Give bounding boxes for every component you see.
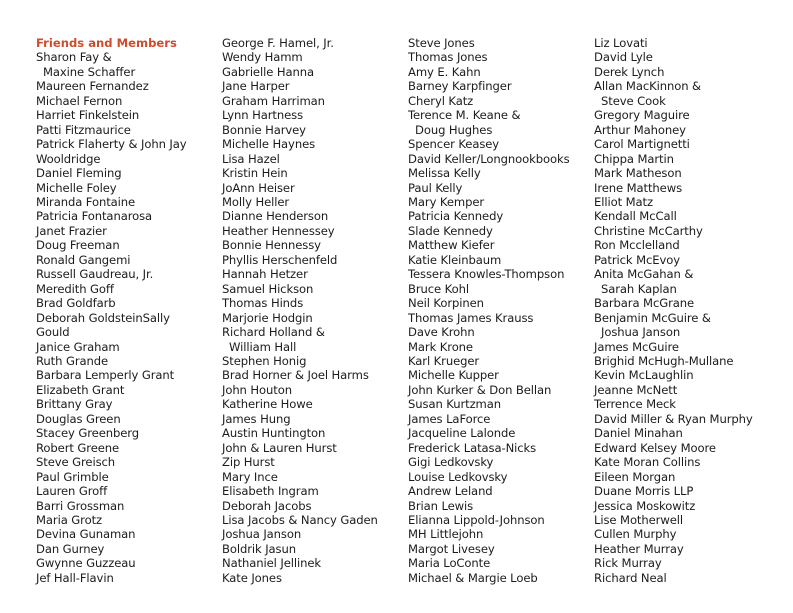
name-entry: Kristin Hein: [222, 166, 288, 181]
name-entry: Daniel Minahan: [594, 426, 683, 441]
name-entry: Tessera Knowles-Thompson: [408, 267, 565, 282]
name-entry: Christine McCarthy: [594, 223, 703, 238]
name-entry: Mark Krone: [408, 339, 473, 354]
name-entry: Elizabeth Grant: [36, 382, 125, 397]
name-entry: Barney Karpfinger: [408, 79, 512, 94]
name-entry: Michelle Foley: [36, 180, 117, 195]
name-entry: JoAnn Heiser: [222, 180, 295, 195]
section-heading: Friends and Members: [36, 36, 177, 50]
name-entry: Austin Huntington: [222, 426, 326, 441]
name-entry: Ronald Gangemi: [36, 252, 131, 267]
name-entry: Kendall McCall: [594, 209, 677, 224]
name-entry: Graham Harriman: [222, 93, 325, 108]
name-entry: Kevin McLaughlin: [594, 368, 694, 383]
name-entry: Patrick Flaherty & John Jay: [36, 137, 187, 152]
name-entry: Louise Ledkovsky: [408, 469, 508, 484]
name-entry: Deborah GoldsteinSally: [36, 310, 170, 325]
name-entry: Doug Freeman: [36, 238, 120, 253]
name-entry: Susan Kurtzman: [408, 397, 502, 412]
name-entry: Michael & Margie Loeb: [408, 570, 538, 585]
name-entry: Terence M. Keane &: [408, 108, 521, 123]
name-entry: Amy E. Kahn: [408, 64, 481, 79]
name-entry: Barbara McGrane: [594, 296, 695, 311]
name-entry: Richard Holland &: [222, 325, 325, 340]
name-entry: Gigi Ledkovsky: [408, 455, 494, 470]
name-entry: Margot Livesey: [408, 541, 495, 556]
name-entry: Lise Motherwell: [594, 512, 683, 527]
name-entry: Carol Martignetti: [594, 137, 690, 152]
name-entry: Jacqueline Lalonde: [408, 426, 516, 441]
name-entry: Bruce Kohl: [408, 281, 469, 296]
name-continuation: Steve Cook: [601, 93, 666, 108]
name-entry: Andrew Leland: [408, 484, 493, 499]
name-entry: Robert Greene: [36, 440, 120, 455]
name-entry: Patricia Fontanarosa: [36, 209, 153, 224]
name-entry: Benjamin McGuire &: [594, 310, 711, 325]
name-entry: Brighid McHugh-Mullane: [594, 353, 734, 368]
name-entry: Neil Korpinen: [408, 296, 484, 311]
name-entry: Stephen Honig: [222, 353, 307, 368]
name-entry: Paul Grimble: [36, 469, 109, 484]
name-entry: Liz Lovati: [594, 36, 648, 50]
name-entry: Lynn Hartness: [222, 108, 304, 123]
name-entry: Brad Goldfarb: [36, 296, 116, 311]
name-entry: David Keller/Longnookbooks: [408, 151, 570, 166]
name-entry: Spencer Keasey: [408, 137, 500, 152]
name-entry: Dan Gurney: [36, 541, 105, 556]
name-entry: MH Littlejohn: [408, 527, 484, 542]
name-entry: Janice Graham: [36, 339, 120, 354]
name-entry: David Miller & Ryan Murphy: [594, 411, 753, 426]
name-continuation: William Hall: [229, 339, 297, 354]
name-entry: Joshua Janson: [222, 527, 302, 542]
name-entry: Devina Gunaman: [36, 527, 136, 542]
name-entry: Cheryl Katz: [408, 93, 474, 108]
name-entry: Brad Horner & Joel Harms: [222, 368, 369, 383]
name-entry: James McGuire: [594, 339, 679, 354]
name-entry: Katherine Howe: [222, 397, 313, 412]
name-entry: Steve Greisch: [36, 455, 116, 470]
name-entry: Harriet Finkelstein: [36, 108, 140, 123]
name-entry: Samuel Hickson: [222, 281, 314, 296]
name-entry: Zip Hurst: [222, 455, 275, 470]
name-entry: Gregory Maguire: [594, 108, 690, 123]
name-entry: Michael Fernon: [36, 93, 123, 108]
name-entry: Barbara Lemperly Grant: [36, 368, 175, 383]
name-entry: Eileen Morgan: [594, 469, 676, 484]
name-entry: Elisabeth Ingram: [222, 484, 319, 499]
name-entry: Miranda Fontaine: [36, 194, 136, 209]
name-entry: Jeanne McNett: [594, 382, 678, 397]
name-entry: Lauren Groff: [36, 484, 108, 499]
name-continuation: Joshua Janson: [601, 325, 681, 340]
name-entry: Thomas James Krauss: [408, 310, 534, 325]
name-entry: Patrick McEvoy: [594, 252, 681, 267]
name-entry: Derek Lynch: [594, 64, 665, 79]
name-entry: Meredith Goff: [36, 281, 114, 296]
name-entry: Brittany Gray: [36, 397, 113, 412]
name-entry: Molly Heller: [222, 194, 290, 209]
name-entry: Katie Kleinbaum: [408, 252, 502, 267]
name-entry: Thomas Jones: [408, 50, 488, 65]
column-3: [408, 36, 594, 585]
name-entry: Ruth Grande: [36, 353, 109, 368]
name-entry: Phyllis Herschenfeld: [222, 252, 338, 267]
name-entry: Maria LoConte: [408, 556, 491, 571]
name-entry: Daniel Fleming: [36, 166, 122, 181]
name-entry: Stacey Greenberg: [36, 426, 139, 441]
name-entry: Duane Morris LLP: [594, 484, 694, 499]
name-entry: James Hung: [222, 411, 291, 426]
name-entry: Allan MacKinnon &: [594, 79, 701, 94]
name-entry: Anita McGahan &: [594, 267, 694, 282]
name-entry: Heather Murray: [594, 541, 684, 556]
name-entry: Thomas Hinds: [222, 296, 304, 311]
name-entry: Boldrik Jasun: [222, 541, 296, 556]
name-entry: George F. Hamel, Jr.: [222, 36, 334, 50]
name-entry: Marjorie Hodgin: [222, 310, 313, 325]
name-entry: Russell Gaudreau, Jr.: [36, 267, 154, 282]
name-entry: Brian Lewis: [408, 498, 474, 513]
name-entry: James LaForce: [408, 411, 491, 426]
column-2: [222, 36, 408, 585]
name-entry: Deborah Jacobs: [222, 498, 312, 513]
name-entry: Lisa Jacobs & Nancy Gaden: [222, 512, 378, 527]
name-entry: Michelle Haynes: [222, 137, 316, 152]
name-entry: Bonnie Harvey: [222, 122, 306, 137]
name-entry: Barri Grossman: [36, 498, 125, 513]
name-entry: Wooldridge: [36, 151, 101, 166]
name-entry: Michelle Kupper: [408, 368, 499, 383]
name-entry: John Kurker & Don Bellan: [408, 382, 552, 397]
name-continuation: Doug Hughes: [415, 122, 493, 137]
name-entry: Mark Matheson: [594, 166, 682, 181]
name-entry: Rick Murray: [594, 556, 662, 571]
name-entry: Mary Kemper: [408, 194, 485, 209]
name-entry: John Houton: [222, 382, 292, 397]
name-entry: Matthew Kiefer: [408, 238, 495, 253]
name-entry: Elliot Matz: [594, 194, 653, 209]
name-entry: Patti Fitzmaurice: [36, 122, 131, 137]
name-entry: Jane Harper: [222, 79, 290, 94]
name-entry: Kate Moran Collins: [594, 455, 701, 470]
name-entry: Mary Ince: [222, 469, 278, 484]
name-entry: Slade Kennedy: [408, 223, 493, 238]
name-entry: Heather Hennessey: [222, 223, 335, 238]
name-entry: Richard Neal: [594, 570, 667, 585]
name-entry: Maureen Fernandez: [36, 79, 149, 94]
name-entry: Janet Frazier: [36, 223, 107, 238]
name-entry: Cullen Murphy: [594, 527, 677, 542]
name-entry: Chippa Martin: [594, 151, 674, 166]
name-entry: Frederick Latasa-Nicks: [408, 440, 537, 455]
name-entry: Arthur Mahoney: [594, 122, 686, 137]
name-entry: David Lyle: [594, 50, 653, 65]
name-entry: Gould: [36, 325, 70, 340]
name-entry: Bonnie Hennessy: [222, 238, 321, 253]
name-entry: Karl Krueger: [408, 353, 480, 368]
column-1: [36, 36, 222, 585]
name-entry: Gwynne Guzzeau: [36, 556, 136, 571]
name-entry: Melissa Kelly: [408, 166, 481, 181]
name-entry: Jessica Moskowitz: [594, 498, 696, 513]
name-entry: John & Lauren Hurst: [222, 440, 337, 455]
name-entry: Steve Jones: [408, 36, 475, 50]
name-entry: Dave Krohn: [408, 325, 475, 340]
name-entry: Edward Kelsey Moore: [594, 440, 716, 455]
name-entry: Jef Hall-Flavin: [36, 570, 114, 585]
name-entry: Kate Jones: [222, 570, 282, 585]
name-entry: Dianne Henderson: [222, 209, 329, 224]
name-entry: Sharon Fay &: [36, 50, 112, 65]
name-entry: Irene Matthews: [594, 180, 683, 195]
name-entry: Paul Kelly: [408, 180, 463, 195]
name-continuation: Maxine Schaffer: [43, 64, 136, 79]
name-entry: Douglas Green: [36, 411, 121, 426]
name-entry: Lisa Hazel: [222, 151, 280, 166]
name-entry: Terrence Meck: [594, 397, 676, 412]
name-entry: Hannah Hetzer: [222, 267, 308, 282]
name-entry: Nathaniel Jellinek: [222, 556, 321, 571]
name-entry: Ron Mcclelland: [594, 238, 680, 253]
name-entry: Wendy Hamm: [222, 50, 303, 65]
column-4: [594, 36, 780, 585]
name-entry: Elianna Lippold-Johnson: [408, 512, 545, 527]
name-continuation: Sarah Kaplan: [601, 281, 677, 296]
name-entry: Gabrielle Hanna: [222, 64, 314, 79]
name-entry: Maria Grotz: [36, 512, 103, 527]
name-entry: Patricia Kennedy: [408, 209, 504, 224]
